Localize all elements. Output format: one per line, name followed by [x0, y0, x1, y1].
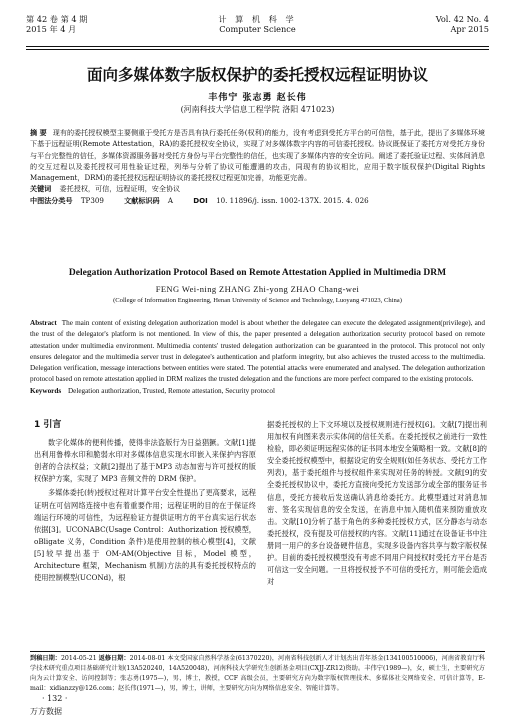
keywords-cn-text: 委托授权，可信，远程证明，安全协议: [59, 184, 181, 194]
abstract-cn-label: 摘 要: [30, 128, 47, 137]
paper-title-cn: 面向多媒体数字版权保护的委托授权远程证明协议: [86, 66, 428, 84]
header-vol-no-en: Vol. 42 No. 4: [435, 14, 489, 24]
header-volume-en: [436, 14, 489, 34]
abstract-en-label: Abstract: [30, 319, 57, 327]
section-heading-intro: 1 引言: [34, 420, 62, 430]
running-header: [26, 14, 489, 42]
received-date: 2014-05-21: [61, 655, 97, 662]
footnote-rule: [30, 651, 485, 652]
header-volume-issue: 第 42 卷 第 4 期: [26, 14, 88, 24]
body-paragraph: 数字化媒体的便利传播，使得非法盗版行为日益猖獗。文献[1]提出利用鲁棒水印和脆弱水印对多媒体信息实现水印嵌入来保护内容原创者的合法权益；文献[2]提出了基于MP3 动态加密与许可授权的版权保护方案，实现了 MP3 音频文件的 DRM 保护。: [34, 438, 256, 484]
header-date-en: Apr 2015: [450, 24, 489, 34]
header-date-cn: 2015 年 4 月: [26, 24, 77, 34]
abstract-cn-block: [30, 127, 485, 206]
paper-title-en: Delegation Authorization Protocol Based on Remote Attestation Applied in Multimedia DRM: [68, 268, 447, 278]
authors-cn: 丰伟宁 张志勇 赵长伟: [208, 93, 307, 103]
header-journal: [26, 14, 489, 34]
abstract-en: [30, 318, 485, 386]
received-label: 到稿日期：: [30, 655, 61, 662]
header-rule-thick: [26, 46, 489, 47]
keywords-en-label: Keywords: [30, 386, 62, 395]
watermark-text: 万方数据: [30, 707, 62, 716]
doi-label: DOI: [193, 195, 208, 205]
body-paragraph: 多媒体委托(转)授权过程对计算平台安全性提出了更高要求，远程证明在可信网络连接中也有着重要作用；远程证明的目的在于保证终端运行环境的可信性，为远程验证方提供证明方的平台真实运行状态依据[3]。UCONABC(Usage Control：Authorization 授权模型，oBligate 义务，Condition 条件)是使用控制的核心模型[4]，文献[5]较早提出基于 OM-AM(Objective 目标，Model 模型，Architecture 框架，Mechanism 机制)方法的具有委托授权特点的使用控制模型(UCONd)，根: [34, 488, 256, 583]
abstract-en-block: [30, 318, 485, 397]
page-number: · 132 ·: [42, 694, 68, 703]
doc-code-label: 文献标识码: [124, 195, 160, 205]
abstract-cn: [30, 127, 485, 183]
body-column-right: [267, 419, 487, 588]
affiliation-en: (College of Information Engineering, Henan University of Science and Technology, Luoyang 471023, China): [113, 297, 402, 304]
header-journal-cn: 计 算 机 科 学: [218, 14, 297, 24]
body-column-left: [34, 419, 256, 586]
returned-label: 返修日期：: [98, 655, 130, 662]
keywords-en: [30, 386, 485, 397]
clc-value: TP309: [80, 195, 104, 205]
affiliation-cn: (河南科技大学信息工程学院 洛阳 471023): [180, 105, 335, 114]
returned-date: 2014-08-01: [129, 655, 166, 662]
doi-value: 10. 11896/j. issn. 1002-137X. 2015. 4. 026: [216, 195, 369, 205]
funding-and-bio-text: 本文受国家自然科学基金(61370220)，河南省科技创新人才计划杰出青年基金(134100510006)，河南省教育厅科学技术研究重点项目基础研究计划(13A520240，14A520048)，河南科技大学研究生创新基金项目(CXJJ-ZR12)资助。丰伟宁(1989—)，女，硕士生，主要研究方向为云计算安全、访问控制等；张志勇(1975—)，男，博士，教授，CCF 高级会员，主要研究方向为数字版权管理技术、多媒体社交网络安全、可信计算等，E-mail：xidianzzy@126.com；赵长伟(1971—)，男，博士，讲师，主要研究方向为网络信息安全、智能计算等。: [30, 655, 486, 693]
footnote: [30, 654, 485, 694]
keywords-cn: [30, 183, 485, 194]
doc-code-value: A: [167, 195, 173, 205]
keywords-cn-label: 关键词: [30, 184, 52, 194]
classification-cn: [30, 195, 485, 206]
clc-label: 中图法分类号: [30, 195, 73, 205]
header-rule-thin: [26, 49, 489, 50]
header-journal-en: Computer Science: [219, 24, 296, 34]
abstract-en-text: The main content of existing delegation authorization model is about whether the delegatee can execute the delegated assignment(privilege), and the trust of the delegator's platform is not mentioned. In view of this, the paper presented a delegation authorization security protocol based on remote attestation under multimedia environment. Multimedia contents' trusted delegation authorization can be guaranteed in the protocol. This protocol not only ensures delegator and the multimedia server trust in delegatee's authentication and platform integrity, but also achieves the trusted access to the multimedia. Delegation verification, message interactions between entities were stated. The potential attacks were enumerated and analysed. The delegation authorization protocol based on remote attestation applied in DRM realizes the trusted delegation and the functions are more perfect compared to the existing protocols.: [30, 319, 485, 384]
authors-en: FENG Wei-ning ZHANG Zhi-yong ZHAO Chang-wei: [155, 284, 360, 294]
keywords-en-text: Delegation authorization, Trusted, Remote attestation, Security protocol: [67, 386, 275, 395]
abstract-cn-text: 现有的委托授权模型主要侧重于受托方是否具有执行委托任务(权利)的能力，没有考虑到受托方平台的可信性，基于此，提出了多媒体环境下基于远程证明(Remote Attestation，RA)的委托授权安全协议，实现了对多媒体数字内容的可信委托授权。协议既保证了委托方对受托方身份与平台完整性的信任，多媒体资源服务器对受托方身份与平台完整性的信任，也实现了多媒体内容的安全访问。阐述了委托验证过程、实体间消息的交互过程以及委托授权可用性验证过程，列举与分析了协议可能遭遇的攻击，同现有的协议相比，应用于数字版权保护(Digital Rights Management，DRM)的委托授权远程证明协议的委托授权过程更加完善，功能更完善。: [30, 128, 485, 183]
body-paragraph: 据委托授权的上下文环境以及授权规则进行授权[6]。文献[7]提出利用加权有向图来表示实体间的信任关系。在委托授权之前进行一致性检验，即必须证明远程实体的证书同本地安全策略相一致。文献[8]的安全委托授权模型中，根据设定的安全规则(如任务状态、受托方工作列表)，基于委托组件与授权组件来实现对任务的转授。文献[9]的安全委托授权协议中，委托方直接向受托方发送部分或全部的服务证书信息，受托方接收后发送确认消息给委托方。此模型通过对消息加密、签名实现信息的安全发送，在消息中加入随机值来预防重放攻击。文献[10]分析了基于角色的多种委托授权方式，区分静态与动态委托授权，没有提及可信授权的内容。文献[11]通过在设备证书中注册同一用户的多台设备硬件信息，实现多设备内容共享与数字版权保护。目前的委托授权模型没有考虑不同用户间授权时受托方平台是否可信这一安全问题。一旦将授权授予不可信的受托方，则可能会造成对: [267, 420, 487, 587]
